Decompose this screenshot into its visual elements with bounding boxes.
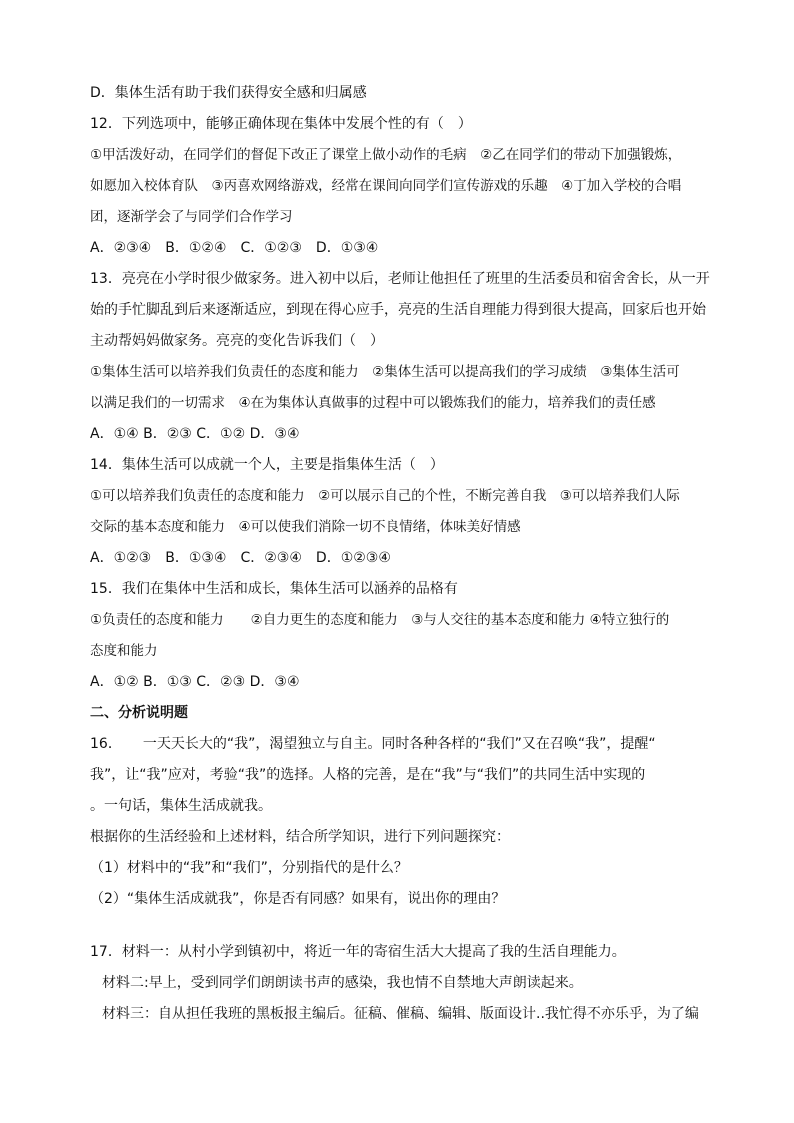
question-15-statement-line: ①负责任的态度和能力 ②自力更生的态度和能力 ③与人交往的基本态度和能力 ④特立独行的 <box>90 612 670 628</box>
question-12-options: A．②③④ B．①②④ C．①②③ D．①③④ <box>90 240 379 256</box>
question-14-options: A．①②③ B．①③④ C．②③④ D．①②③④ <box>90 550 391 566</box>
question-17-material-3: 材料三：自从担任我班的黑板报主编后。征稿、催稿、编辑、版面设计..我忙得不亦乐乎，为了编 <box>102 1006 699 1022</box>
question-13-options: A．①④ B．②③ C．①② D．③④ <box>90 426 300 442</box>
question-16-subquestion-2: （2）“集体生活成就我”，你是否有同感？如果有，说出你的理由？ <box>90 891 506 907</box>
question-15-statement-line: 态度和能力 <box>90 643 158 659</box>
document-content <box>90 78 710 1030</box>
question-13-statement-line: 以满足我们的一切需求 ④在为集体认真做事的过程中可以锻炼我们的能力，培养我们的责任感 <box>90 395 656 411</box>
question-15-options: A．①② B．①③ C．②③ D．③④ <box>90 674 300 690</box>
question-14-statement-line: 交际的基本态度和能力 ④可以使我们消除一切不良情绪，体味美好情感 <box>90 519 521 535</box>
question-13-stem-line: 13．亮亮在小学时很少做家务。进入初中以后，老师让他担任了班里的生活委员和宿舍舍长，从一开 <box>90 271 710 287</box>
option-d-q11: D．集体生活有助于我们获得安全感和归属感 <box>90 85 367 101</box>
question-13-stem-line: 始的手忙脚乱到后来逐渐适应，到现在得心应手，亮亮的生活自理能力得到很大提高，回家后也开始 <box>90 302 706 318</box>
question-16-subquestion-1: （1）材料中的“我”和“我们”，分别指代的是什么？ <box>90 860 408 876</box>
question-12-statement-line: ①甲活泼好动，在同学们的督促下改正了课堂上做小动作的毛病 ②乙在同学们的带动下加强锻炼， <box>90 147 682 163</box>
question-13-statement-line: ①集体生活可以培养我们负责任的态度和能力 ②集体生活可以提高我们的学习成绩 ③集体生活可 <box>90 364 680 380</box>
question-12-statement-line: 如愿加入校体育队 ③丙喜欢网络游戏，经常在课间向同学们宣传游戏的乐趣 ④丁加入学校的合唱 <box>90 178 682 194</box>
question-16-material-line: 我”，让“我”应对，考验“我”的选择。人格的完善，是在“我”与“我们”的共同生活中实现的 <box>90 767 646 783</box>
question-15-stem: 15．我们在集体中生活和成长，集体生活可以涵养的品格有 <box>90 581 458 597</box>
question-17-material-1: 17．材料一：从村小学到镇初中，将近一年的寄宿生活大大提高了我的生活自理能力。 <box>90 944 626 960</box>
question-12-stem: 12．下列选项中，能够正确体现在集体中发展个性的有（ ） <box>90 116 472 132</box>
question-14-stem: 14．集体生活可以成就一个人，主要是指集体生活（ ） <box>90 457 444 473</box>
section-heading-analysis: 二、分析说明题 <box>90 705 188 721</box>
question-16-material-line: 。一句话，集体生活成就我。 <box>90 798 272 814</box>
question-17-material-2: 材料二:早上，受到同学们朗朗读书声的感染，我也情不自禁地大声朗读起来。 <box>102 975 583 991</box>
question-16-instruction: 根据你的生活经验和上述材料，结合所学知识，进行下列问题探究： <box>90 829 510 845</box>
question-14-statement-line: ①可以培养我们负责任的态度和能力 ②可以展示自己的个性，不断完善自我 ③可以培养我们人际 <box>90 488 680 504</box>
question-12-statement-line: 团，逐渐学会了与同学们合作学习 <box>90 209 293 225</box>
answer-space <box>90 915 702 937</box>
question-16-material-line: 16． 一天天长大的“我”，渴望独立与自主。同时各种各样的“我们”又在召唤“我”，提醒“ <box>90 736 656 752</box>
question-13-stem-line: 主动帮妈妈做家务。亮亮的变化告诉我们（ ） <box>90 333 384 349</box>
